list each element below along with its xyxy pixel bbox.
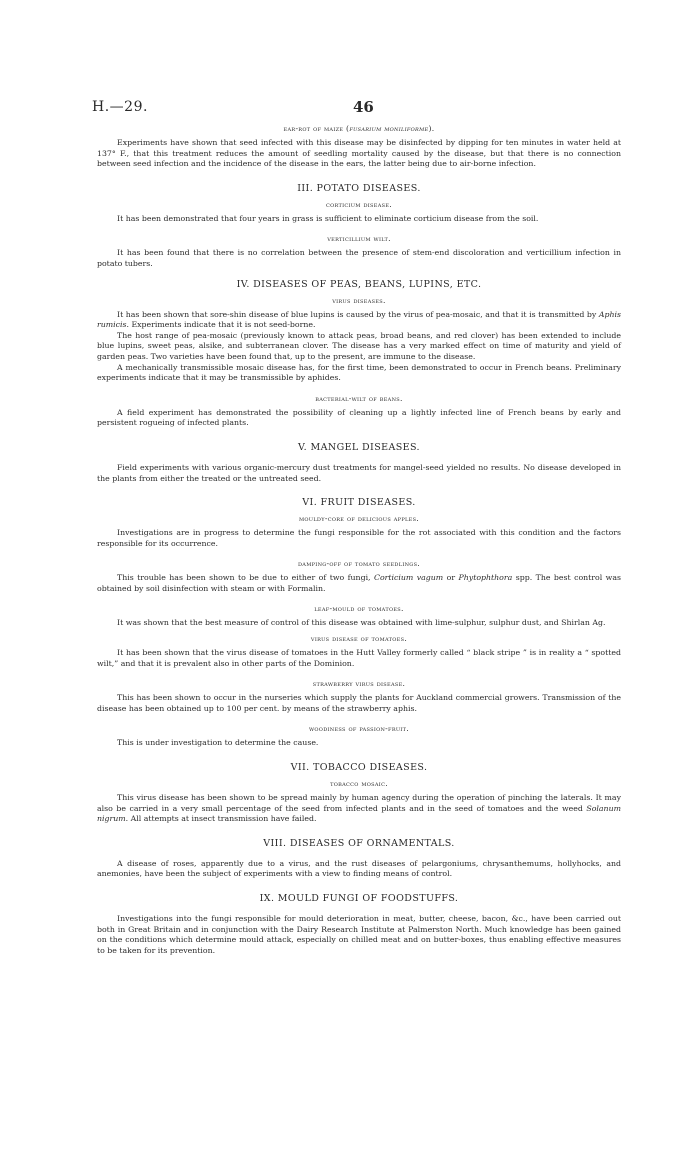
section-heading: VI. FRUIT DISEASES. [302,497,416,509]
paragraph: A mechanically transmissible mosaic disease has, for the first time, been demonstrated to occur in French beans. Preliminary experiments indicate that it may be transmissible by aphides. [97,362,621,383]
paragraph: A disease of roses, apparently due to a virus, and the rust diseases of pelargoniums, chrysanthemums, hollyhocks, and anemonies, have been the subject of experiments with a view to finding means of control. [97,858,621,879]
sub-heading: virus diseases. [332,295,386,305]
paragraph: This is under investigation to determine the cause. [117,738,319,748]
paragraph: It has been shown that sore-shin disease of blue lupins is caused by the virus of pea-mosaic, and that it is transmitted by Aphis rumicis. Experiments indicate that it is not seed-borne. [97,309,621,330]
sub-heading: virus disease of tomatoes. [310,634,408,644]
paragraph: A field experiment has demonstrated the possibility of cleaning up a lightly infected line of French beans by early and persistent rogueing of infected plants. [97,407,621,428]
paragraph: Investigations into the fungi responsible for mould deterioration in meat, butter, cheese, bacon, &c., have been carried out both in Great Britain and in conjunction with the Dairy Research Institute at Palmerston North. Much knowledge has been gained on the conditions which determine mould attack, especially on chilled meat and on butter-boxes, thus enabling effective measures to be taken for its prevention. [97,914,621,955]
paragraph: It has been demonstrated that four years in grass is sufficient to eliminate corticium disease from the soil. [117,213,539,223]
section-heading: III. POTATO DISEASES. [297,182,421,194]
sub-heading: verticillium wilt. [327,234,391,244]
sub-heading: damping-off of tomato seedlings. [297,559,421,569]
sub-heading: strawberry virus disease. [312,679,406,689]
section-heading: IV. DISEASES OF PEAS, BEANS, LUPINS, ETC. [236,278,482,290]
sub-heading: mouldy-core of delicious apples. [298,514,420,524]
paragraph: It has been shown that the virus disease of tomatoes in the Hutt Valley formerly called “ black stripe ” is in reality a “ spotted wilt,” and that it is prevalent also in other parts of the Dominion. [97,648,621,668]
section-heading: VIII. DISEASES OF ORNAMENTALS. [263,837,455,849]
sub-heading: tobacco mosaic. [330,779,388,789]
document-body [97,123,621,956]
page-number: 46 [353,98,374,116]
paragraph: Field experiments with various organic-mercury dust treatments for mangel-seed yielded no results. No disease developed in the plants from either the treated or the untreated seed. [97,462,621,483]
paragraph: It was shown that the best measure of control of this disease was obtained with lime-sulphur, sulphur dust, and Shirlan Ag. [117,618,606,628]
paragraph: This trouble has been shown to be due to either of two fungi, Corticium vagum or Phytophthora spp. The best control was obtained by soil disinfection with steam or with Formalin. [97,573,621,593]
paragraph: This has been shown to occur in the nurseries which supply the plants for Auckland commercial growers. Transmission of the disease has been obtained up to 100 per cent. by means of the strawberry aphis. [97,693,621,713]
sub-heading: corticium disease. [325,199,393,209]
document-reference: H.—29. [92,99,148,115]
section-heading: V. MANGEL DISEASES. [298,441,420,453]
paragraph: Investigations are in progress to determine the fungi responsible for the rot associated with this condition and the factors responsible for its occurrence. [97,528,621,548]
sub-heading: ear-rot of maize (fusarium moniliforme). [283,124,435,133]
paragraph: The host range of pea-mosaic (previously known to attack peas, broad beans, and red clover) has been extended to include blue lupins, sweet peas, alsike, and subterranean clover. The disease has a very marked effect on time of maturity and yield of garden peas. Two varieties have been found that, up to the present, are immune to the disease. [97,330,621,361]
paragraph: Experiments have shown that seed infected with this disease may be disinfected by dipping for ten minutes in water held at 137° F., that this treatment reduces the amount of seedling mortality caused by the disease, but that there is no connection between seed infection and the incidence of the disease in the ears, the latter being due to air-borne infection. [97,138,621,169]
paragraph: This virus disease has been shown to be spread mainly by human agency during the operation of pinching the laterals. It may also be carried in a very small percentage of the seed from infected plants and in the seed of tomatoes and the weed Solanum nigrum. All attempts at insect transmission have failed. [97,793,621,824]
section-heading: VII. TOBACCO DISEASES. [290,762,428,774]
paragraph: It has been found that there is no correlation between the presence of stem-end discoloration and verticillium infection in potato tubers. [97,248,621,268]
section-heading: IX. MOULD FUNGI OF FOODSTUFFS. [259,893,459,904]
sub-heading: woodiness of passion-fruit. [308,724,410,734]
sub-heading: leaf-mould of tomatoes. [314,604,404,614]
sub-heading: bacterial-wilt of beans. [315,393,403,403]
